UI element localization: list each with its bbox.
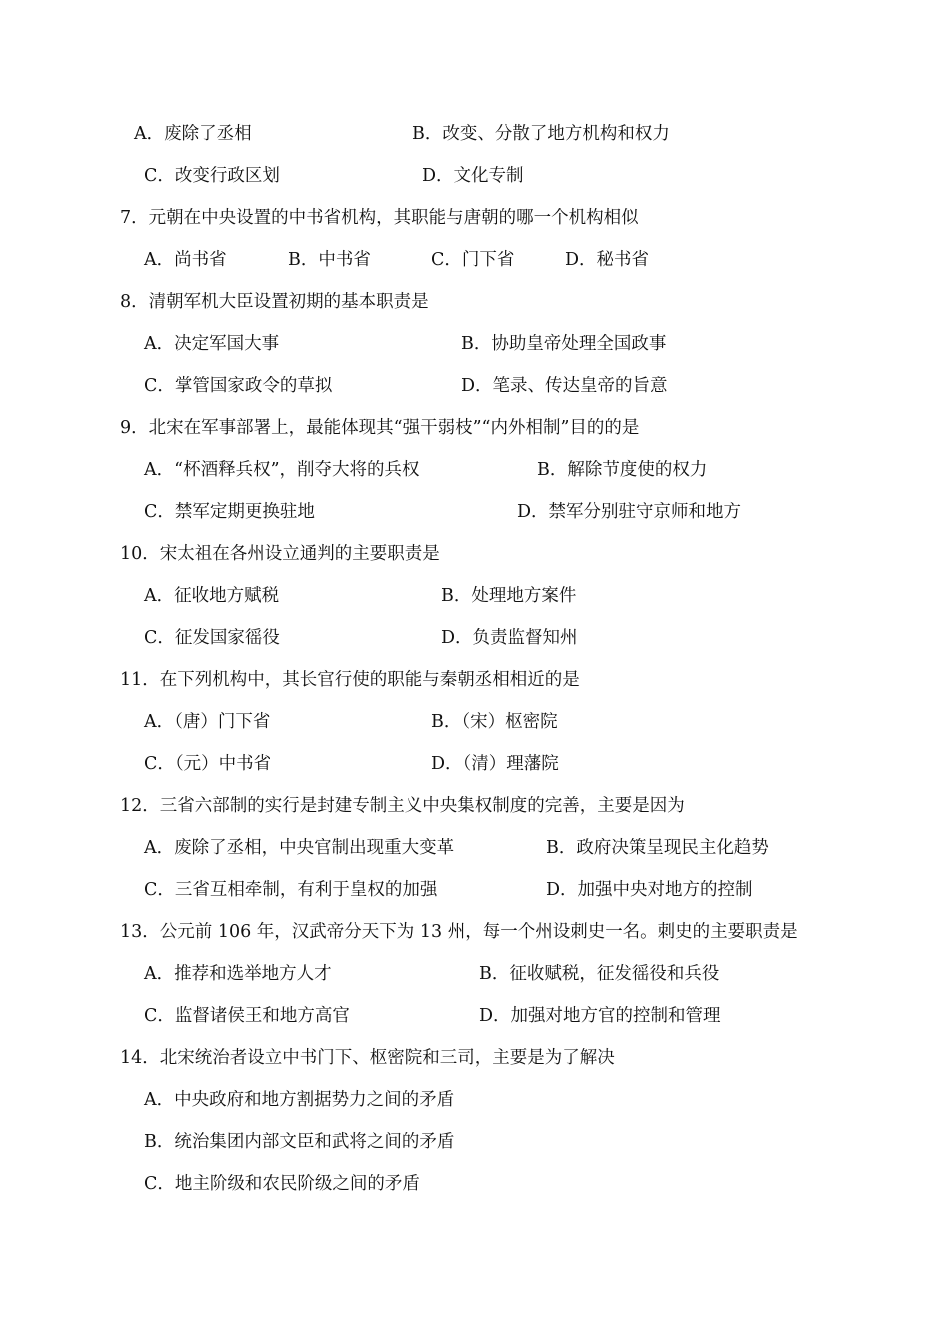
q7-option-a: A．尚书省 <box>144 250 227 270</box>
q8-stem: 8．清朝军机大臣设置初期的基本职责是 <box>120 292 429 312</box>
q7-option-c: C．门下省 <box>431 250 515 270</box>
q8-option-a: A．决定军国大事 <box>144 334 280 354</box>
q6-option-d: D．文化专制 <box>422 166 524 186</box>
q10-option-c: C．征发国家徭役 <box>144 628 280 648</box>
q9-option-c: C．禁军定期更换驻地 <box>144 502 315 522</box>
q14-option-a: A．中央政府和地方割据势力之间的矛盾 <box>144 1090 455 1110</box>
q14-stem: 14．北宋统治者设立中书门下、枢密院和三司，主要是为了解决 <box>120 1048 615 1068</box>
q8-option-b: B．协助皇帝处理全国政事 <box>461 334 667 354</box>
q13-option-c: C．监督诸侯王和地方高官 <box>144 1006 350 1026</box>
q12-stem: 12．三省六部制的实行是封建专制主义中央集权制度的完善，主要是因为 <box>120 796 685 816</box>
q7-option-d: D．秘书省 <box>565 250 650 270</box>
q12-option-d: D．加强中央对地方的控制 <box>546 880 753 900</box>
q11-option-b: B．（宋）枢密院 <box>431 712 558 732</box>
q8-option-c: C．掌管国家政令的草拟 <box>144 376 333 396</box>
q6-option-c: C．改变行政区划 <box>144 166 280 186</box>
q13-stem: 13．公元前 106 年，汉武帝分天下为 13 州，每一个州设刺史一名。刺史的主要职责是 <box>120 922 798 942</box>
q9-option-b: B．解除节度使的权力 <box>537 460 708 480</box>
q7-option-b: B．中书省 <box>288 250 371 270</box>
q10-option-d: D．负责监督知州 <box>441 628 578 648</box>
q7-stem: 7．元朝在中央设置的中书省机构，其职能与唐朝的哪一个机构相似 <box>120 208 639 228</box>
q12-option-c: C．三省互相牵制，有利于皇权的加强 <box>144 880 438 900</box>
q8-option-d: D．笔录、传达皇帝的旨意 <box>461 376 668 396</box>
q10-stem: 10．宋太祖在各州设立通判的主要职责是 <box>120 544 440 564</box>
q13-option-a: A．推荐和选举地方人才 <box>144 964 332 984</box>
q6-option-b: B．改变、分散了地方机构和权力 <box>412 124 670 144</box>
q11-option-c: C．（元）中书省 <box>144 754 272 774</box>
q10-option-a: A．征收地方赋税 <box>144 586 280 606</box>
q14-option-b: B．统治集团内部文臣和武将之间的矛盾 <box>144 1132 455 1152</box>
q9-option-a: A．“杯酒释兵权”，削夺大将的兵权 <box>144 460 420 480</box>
q14-option-c: C．地主阶级和农民阶级之间的矛盾 <box>144 1174 420 1194</box>
q10-option-b: B．处理地方案件 <box>441 586 577 606</box>
q13-option-d: D．加强对地方官的控制和管理 <box>479 1006 721 1026</box>
q9-option-d: D．禁军分别驻守京师和地方 <box>517 502 742 522</box>
q11-stem: 11．在下列机构中，其长官行使的职能与秦朝丞相相近的是 <box>120 670 580 690</box>
q13-option-b: B．征收赋税，征发徭役和兵役 <box>479 964 720 984</box>
q11-option-d: D．（清）理藩院 <box>431 754 559 774</box>
q12-option-a: A．废除了丞相，中央官制出现重大变革 <box>144 838 455 858</box>
q9-stem: 9．北宋在军事部署上，最能体现其“强干弱枝”“内外相制”目的的是 <box>120 418 640 438</box>
q6-option-a: A．废除了丞相 <box>134 124 252 144</box>
q11-option-a: A．（唐）门下省 <box>144 712 271 732</box>
q12-option-b: B．政府决策呈现民主化趋势 <box>546 838 769 858</box>
